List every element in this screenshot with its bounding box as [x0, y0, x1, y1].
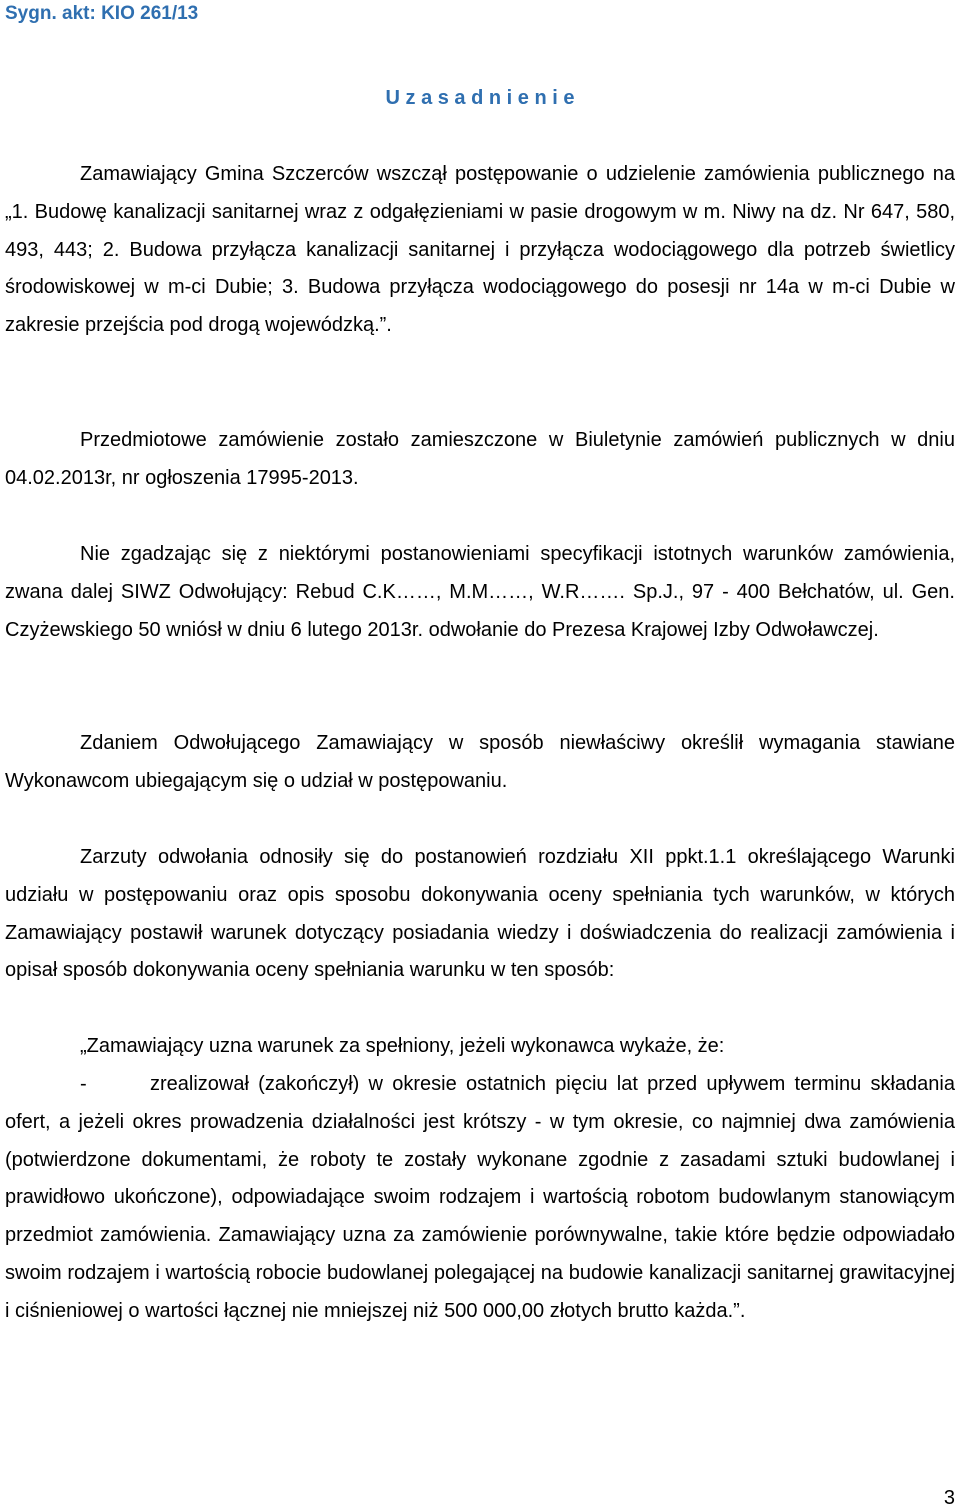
list-dash: -	[80, 1073, 87, 1095]
case-signature: Sygn. akt: KIO 261/13	[5, 3, 199, 24]
paragraph-proceedings-initiated: Zamawiający Gmina Szczerców wszczął postępowanie o udzielenie zamówienia publicznego na „1. Budowę kanalizacji sanitarnej wraz z odgałęzieniami w pasie drogowym w m. Niwy na dz. Nr 647, 580, 493, 443; 2. Budowa przyłącza kanalizacji sanitarnej i przyłącza wodociągowego dla potrzeb świetlicy środowiskowej w m-ci Dubie; 3. Budowa przyłącza wodociągowego do posesji nr 14a w m-ci Dubie w zakresie przejścia pod drogą wojewódzką.”.	[5, 163, 955, 337]
dash-list-item	[5, 1066, 955, 1331]
document-title: U z a s a d n i e n i e	[385, 87, 575, 109]
list-item-text: zrealizował (zakończył) w okresie ostatnich pięciu lat przed upływem terminu składania ofert, a jeżeli okres prowadzenia działalności jest krótszy - w tym okresie, co najmniej dwa zamówienia (potwierdzone dokumentami, że roboty te zostały wykonane zgodnie z zasadami sztuki budowlanej i prawidłowo ukończone), odpowiadające swoim rodzajem i wartością robotom budowlanym stanowiącym przedmiot zamówienia. Zamawiający uzna za zamówienie porównywalne, takie które będzie odpowiadało swoim rodzajem i wartością robocie budowlanej polegającej na budowie kanalizacji sanitarnej grawitacyjnej i ciśnieniowej o wartości łącznej nie mniejszej niż 500 000,00 złotych brutto każda.”.	[5, 1073, 955, 1322]
paragraph-publication: Przedmiotowe zamówienie zostało zamieszczone w Biuletynie zamówień publicznych w dniu 04.02.2013r, nr ogłoszenia 17995-2013.	[5, 429, 955, 489]
paragraph-appellant-opinion: Zdaniem Odwołującego Zamawiający w sposób niewłaściwy określił wymagania stawiane Wykonawcom ubiegającym się o udział w postępowaniu.	[5, 732, 955, 792]
paragraph-quote-intro: „Zamawiający uzna warunek za spełniony, jeżeli wykonawca wykaże, że:	[80, 1035, 725, 1057]
paragraph-appeal-filed: Nie zgadzając się z niektórymi postanowieniami specyfikacji istotnych warunków zamówienia, zwana dalej SIWZ Odwołujący: Rebud C.K……, M.M……, W.R……. Sp.J., 97 - 400 Bełchatów, ul. Gen. Czyżewskiego 50 wniósł w dniu 6 lutego 2013r. odwołanie do Prezesa Krajowej Izby Odwoławczej.	[5, 543, 955, 641]
page-number: 3	[943, 1487, 955, 1509]
paragraph-allegations: Zarzuty odwołania odnosiły się do postanowień rozdziału XII ppkt.1.1 określającego Warunki udziału w postępowaniu oraz opis sposobu dokonywania oceny spełniania tych warunków, w których Zamawiający postawił warunek dotyczący posiadania wiedzy i doświadczenia do realizacji zamówienia i opisał sposób dokonywania oceny spełniania warunku w ten sposób:	[5, 846, 955, 982]
